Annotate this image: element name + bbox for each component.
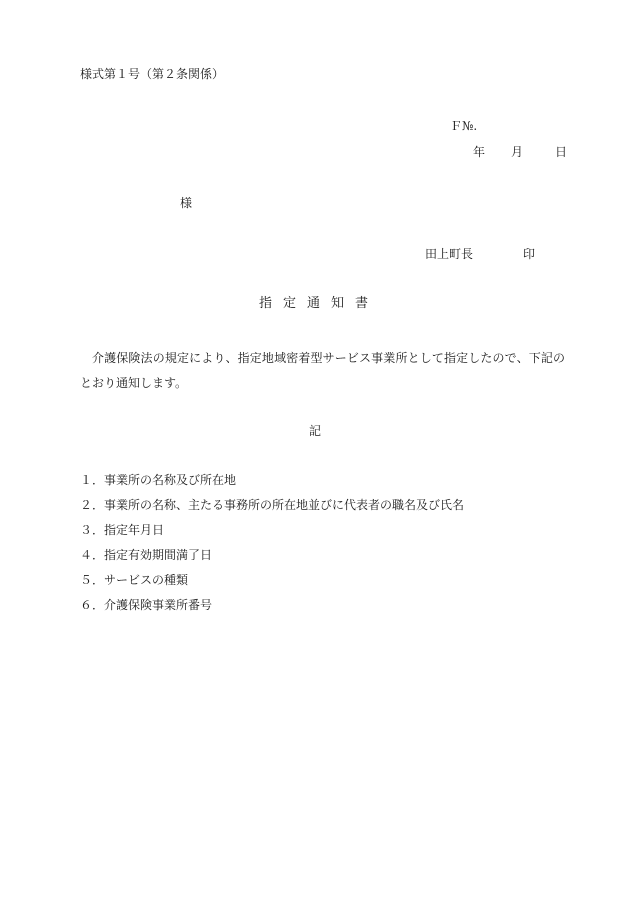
item-text: 指定年月日 (104, 523, 165, 537)
item-text: 事業所の名称及び所在地 (104, 473, 237, 487)
item-number: ５． (80, 573, 105, 587)
body-text: 介護保険法の規定により、指定地域密着型サービス事業所として指定したので、下記のとおり通知します。 (80, 351, 565, 390)
item-text: 介護保険事業所番号 (104, 598, 213, 612)
seal-mark: 印 (523, 247, 536, 261)
list-item (80, 522, 464, 547)
sender-line (425, 246, 535, 262)
item-number: ３． (80, 523, 105, 537)
date-month-label: 月 (511, 145, 524, 159)
item-text: 事業所の名称、主たる事務所の所在地並びに代表者の職名及び氏名 (104, 498, 465, 512)
sender-title: 田上町長 (425, 247, 474, 261)
addressee-suffix: 様 (180, 196, 193, 210)
list-item (80, 597, 464, 622)
list-item (80, 472, 464, 497)
item-number: ２． (80, 498, 105, 512)
document-title: 指定通知書 (258, 296, 379, 311)
ki-heading: 記 (308, 424, 321, 438)
date-line (473, 144, 567, 160)
date-year-label: 年 (473, 145, 486, 159)
list-item (80, 572, 464, 597)
date-day-label: 日 (555, 145, 568, 159)
list-item (80, 497, 464, 522)
items-list (80, 472, 464, 622)
item-text: サービスの種類 (104, 573, 189, 587)
item-number: ６． (80, 598, 105, 612)
item-number: ４． (80, 548, 105, 562)
reference-number-label: Ｆ№. (450, 119, 478, 133)
item-number: １． (80, 473, 105, 487)
list-item (80, 547, 464, 572)
form-number: 様式第１号（第２条関係） (80, 67, 225, 81)
item-text: 指定有効期間満了日 (104, 548, 213, 562)
